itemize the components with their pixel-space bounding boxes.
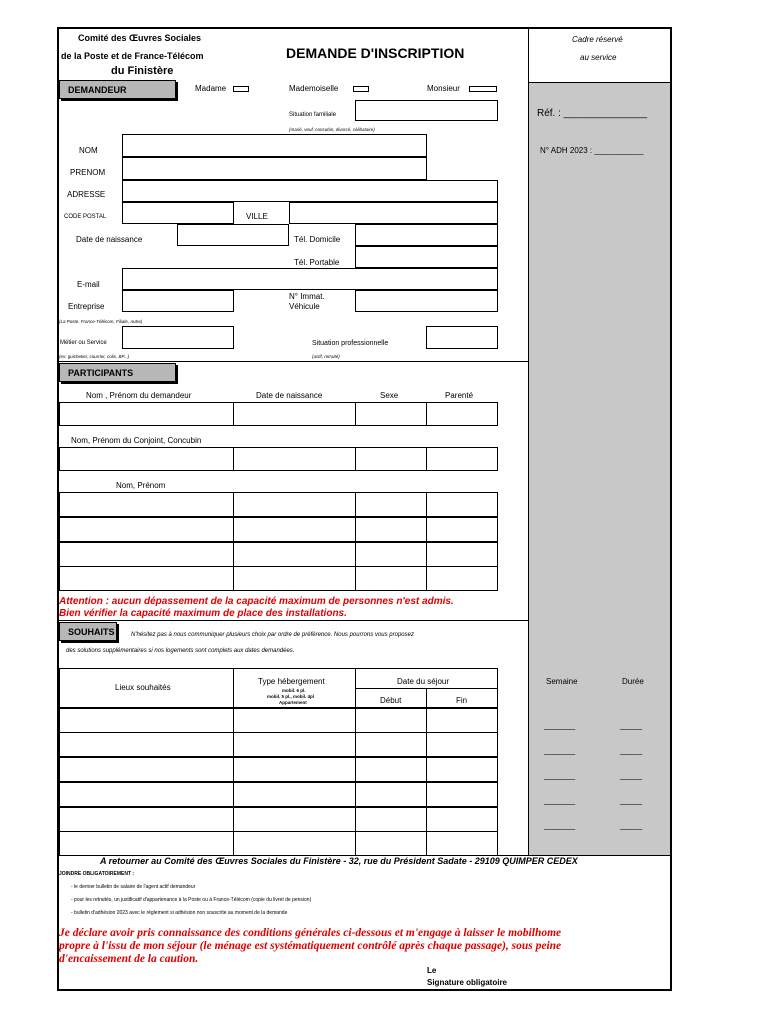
monsieur-checkbox[interactable] xyxy=(469,86,497,92)
mademoiselle-label: Mademoiselle xyxy=(289,84,339,93)
header-divider xyxy=(528,28,529,83)
reserved-column xyxy=(528,83,670,855)
tel-domicile-label: Tél. Domicile xyxy=(294,235,341,244)
col-date-sejour-label: Date du séjour xyxy=(397,677,450,686)
col-fin-label: Fin xyxy=(456,696,468,705)
ville-field[interactable] xyxy=(289,202,498,224)
metier-field[interactable] xyxy=(122,326,234,349)
participant-row-2-date[interactable] xyxy=(233,517,356,542)
participant-row-1-nom[interactable] xyxy=(59,492,234,517)
warning-line-1: Attention : aucun dépassement de la capacité maximum de personnes n'est admis. xyxy=(59,596,454,607)
souhait-row-1-type[interactable] xyxy=(233,708,356,733)
warning-line-2: Bien vérifier la capacité maximum de place des installations. xyxy=(59,608,347,619)
madame-checkbox[interactable] xyxy=(233,86,249,92)
monsieur-label: Monsieur xyxy=(427,84,460,93)
entreprise-label: Entreprise xyxy=(68,302,105,311)
souhait-row-6-fin[interactable] xyxy=(426,831,498,856)
semaine-blank-2[interactable]: _______ xyxy=(544,746,576,755)
section-souhaits: SOUHAITS xyxy=(59,622,117,641)
declaration-line-3: d'encaissement de la caution. xyxy=(59,953,199,965)
participant-row-2-sexe[interactable] xyxy=(355,517,427,542)
participant-row-2-parente[interactable] xyxy=(426,517,498,542)
participant-row-4-parente[interactable] xyxy=(426,566,498,591)
souhait-row-2-lieu[interactable] xyxy=(59,732,234,757)
semaine-blank-5[interactable]: _______ xyxy=(544,821,576,830)
situation-familiale-field[interactable] xyxy=(355,100,498,121)
souhait-row-5-debut[interactable] xyxy=(355,807,427,832)
code-postal-field[interactable] xyxy=(122,202,234,224)
souhait-row-2-debut[interactable] xyxy=(355,732,427,757)
souhait-row-3-lieu[interactable] xyxy=(59,757,234,782)
date-le-label: Le xyxy=(427,966,437,975)
participant-row-1-sexe[interactable] xyxy=(355,492,427,517)
col-sexe: Sexe xyxy=(380,391,399,400)
code-postal-label: CODE POSTAL xyxy=(64,214,107,220)
return-address: A retourner au Comité des Œuvres Sociales du Finistère - 32, rue du Président Sadate - 29109 QUIMPER CEDEX xyxy=(100,856,578,866)
duree-blank-4[interactable]: _____ xyxy=(620,796,643,805)
participant-conjoint-sexe[interactable] xyxy=(355,447,427,471)
declaration-line-2: propre à l'issu de mon séjour (le ménage est systématiquement contrôlé après chaque passage), sous peine xyxy=(59,940,562,952)
participant-demandeur-sexe[interactable] xyxy=(355,402,427,426)
souhait-row-6-debut[interactable] xyxy=(355,831,427,856)
duree-label: Durée xyxy=(622,677,644,686)
semaine-label: Semaine xyxy=(546,677,578,686)
participant-demandeur-nom[interactable] xyxy=(59,402,234,426)
nom-label: NOM xyxy=(79,146,98,155)
email-field[interactable] xyxy=(122,268,498,290)
entreprise-field[interactable] xyxy=(122,290,234,312)
nom-field[interactable] xyxy=(122,134,427,157)
participant-row-3-nom[interactable] xyxy=(59,542,234,567)
participant-row-3-sexe[interactable] xyxy=(355,542,427,567)
tel-domicile-field[interactable] xyxy=(355,224,498,246)
participant-row-4-nom[interactable] xyxy=(59,566,234,591)
ville-label: VILLE xyxy=(246,212,268,221)
situation-pro-label: Situation professionnelle xyxy=(312,340,389,347)
participant-row-2-nom[interactable] xyxy=(59,517,234,542)
souhait-row-5-fin[interactable] xyxy=(426,807,498,832)
participant-row-4-sexe[interactable] xyxy=(355,566,427,591)
souhait-row-1-lieu[interactable] xyxy=(59,708,234,733)
col-nom-demandeur: Nom , Prénom du demandeur xyxy=(86,391,192,400)
tel-portable-field[interactable] xyxy=(355,246,498,268)
participant-demandeur-date[interactable] xyxy=(233,402,356,426)
participant-demandeur-parente[interactable] xyxy=(426,402,498,426)
reserved-label-2: au service xyxy=(580,53,617,62)
metier-label: Métier ou Service xyxy=(60,340,107,346)
participants-rule xyxy=(58,361,528,362)
adresse-label: ADRESSE xyxy=(67,190,106,199)
semaine-blank-1[interactable]: _______ xyxy=(544,721,576,730)
souhaits-rule xyxy=(58,620,528,621)
souhait-row-4-debut[interactable] xyxy=(355,782,427,807)
situation-familiale-hint: (marié, veuf, concubin, divorcé, célibataire) xyxy=(289,127,375,132)
autres-label: Nom, Prénom xyxy=(116,481,166,490)
souhait-row-2-fin[interactable] xyxy=(426,732,498,757)
entreprise-hint: (La Poste, France-Télécom, Filiale, Autre) xyxy=(59,319,143,324)
souhait-row-3-fin[interactable] xyxy=(426,757,498,782)
souhait-row-3-debut[interactable] xyxy=(355,757,427,782)
duree-blank-5[interactable]: _____ xyxy=(620,821,643,830)
situation-pro-field[interactable] xyxy=(426,326,498,349)
org-line2: de la Poste et de France-Télécom xyxy=(61,51,204,61)
situation-familiale-label: Situation familiale xyxy=(289,112,337,118)
semaine-blank-3[interactable]: _______ xyxy=(544,771,576,780)
declaration-line-1: Je déclare avoir pris connaissance des conditions générales ci-dessous et m'engage à laisser le mobilhome xyxy=(59,927,562,939)
date-naissance-field[interactable] xyxy=(177,224,289,246)
participant-row-4-date[interactable] xyxy=(233,566,356,591)
souhait-row-6-type[interactable] xyxy=(233,831,356,856)
col-date-naissance: Date de naissance xyxy=(256,391,323,400)
col-debut-label: Début xyxy=(380,696,402,705)
semaine-blank-4[interactable]: _______ xyxy=(544,796,576,805)
joindre-item-1: - le dernier bulletin de salaire de l'agent actif demandeur xyxy=(71,884,196,890)
immat-label-2: Véhicule xyxy=(289,302,320,311)
immat-field[interactable] xyxy=(355,290,498,312)
ref-label: Réf. : _______________ xyxy=(537,108,648,119)
souhait-row-5-lieu[interactable] xyxy=(59,807,234,832)
tel-portable-label: Tél. Portable xyxy=(294,258,340,267)
mademoiselle-checkbox[interactable] xyxy=(353,86,369,92)
souhaits-intro-1: N'hésitez pas à nous communiquer plusieurs choix par ordre de préférence. Nous pourrons vous proposez xyxy=(131,632,414,638)
section-participants: PARTICIPANTS xyxy=(59,363,176,382)
souhait-row-1-debut[interactable] xyxy=(355,708,427,733)
participant-row-3-date[interactable] xyxy=(233,542,356,567)
page-title: DEMANDE D'INSCRIPTION xyxy=(286,45,465,61)
participant-row-1-parente[interactable] xyxy=(426,492,498,517)
adresse-field[interactable] xyxy=(122,180,498,202)
header-bottom-rule xyxy=(528,82,671,83)
participant-conjoint-parente[interactable] xyxy=(426,447,498,471)
adh-label: N° ADH 2023 : ___________ xyxy=(540,146,644,155)
participant-row-3-parente[interactable] xyxy=(426,542,498,567)
section-demandeur: DEMANDEUR xyxy=(59,80,176,99)
type-sub-1: mobil. 6 pl. xyxy=(282,688,306,693)
participant-conjoint-nom[interactable] xyxy=(59,447,234,471)
col-parente: Parenté xyxy=(445,391,474,400)
email-label: E-mail xyxy=(77,280,100,289)
col-lieux-label: Lieux souhaités xyxy=(115,683,171,692)
reserved-label-1: Cadre réservé xyxy=(572,35,623,44)
duree-blank-1[interactable]: _____ xyxy=(620,721,643,730)
org-line1: Comité des Œuvres Sociales xyxy=(78,33,202,43)
joindre-item-3: - bulletin d'adhésion 2023 avec le règlement si adhésion non souscrite au moment de la demande xyxy=(71,910,288,916)
souhait-row-6-lieu[interactable] xyxy=(59,831,234,856)
joindre-item-2: - pour les retraités, un justificatif d'appartenance à la Poste ou à France-Télécom (copie du livret de pension) xyxy=(71,897,312,903)
conjoint-label: Nom, Prénom du Conjoint, Concubin xyxy=(71,436,202,445)
signature-label: Signature obligatoire xyxy=(427,978,508,987)
duree-blank-3[interactable]: _____ xyxy=(620,771,643,780)
souhait-row-2-type[interactable] xyxy=(233,732,356,757)
situation-pro-hint: (actif, retraité) xyxy=(312,354,340,359)
souhaits-intro-2: des solutions supplémentaires si nos logements sont complets aux dates demandées. xyxy=(66,648,295,654)
participant-row-1-date[interactable] xyxy=(233,492,356,517)
org-line3: du Finistère xyxy=(111,65,174,77)
prenom-field[interactable] xyxy=(122,157,427,180)
type-sub-3: Appartement xyxy=(279,700,307,705)
souhait-row-1-fin[interactable] xyxy=(426,708,498,733)
souhait-row-4-type[interactable] xyxy=(233,782,356,807)
souhait-row-3-type[interactable] xyxy=(233,757,356,782)
souhait-row-4-lieu[interactable] xyxy=(59,782,234,807)
metier-hint: (ex: guichetier, courrier, colis, BP...) xyxy=(59,354,130,359)
duree-blank-2[interactable]: _____ xyxy=(620,746,643,755)
souhait-row-5-type[interactable] xyxy=(233,807,356,832)
type-sub-2: mobil. 5 pl., mobil. 4pl xyxy=(267,694,315,699)
immat-label-1: N° Immat. xyxy=(289,292,325,301)
date-sejour-divider xyxy=(426,688,427,708)
participant-conjoint-date[interactable] xyxy=(233,447,356,471)
joindre-label: JOINDRE OBLIGATOIREMENT : xyxy=(59,871,135,877)
madame-label: Madame xyxy=(195,84,227,93)
col-type-label: Type hébergement xyxy=(258,677,325,686)
souhait-row-4-fin[interactable] xyxy=(426,782,498,807)
prenom-label: PRENOM xyxy=(70,168,106,177)
date-naissance-label: Date de naissance xyxy=(76,235,143,244)
